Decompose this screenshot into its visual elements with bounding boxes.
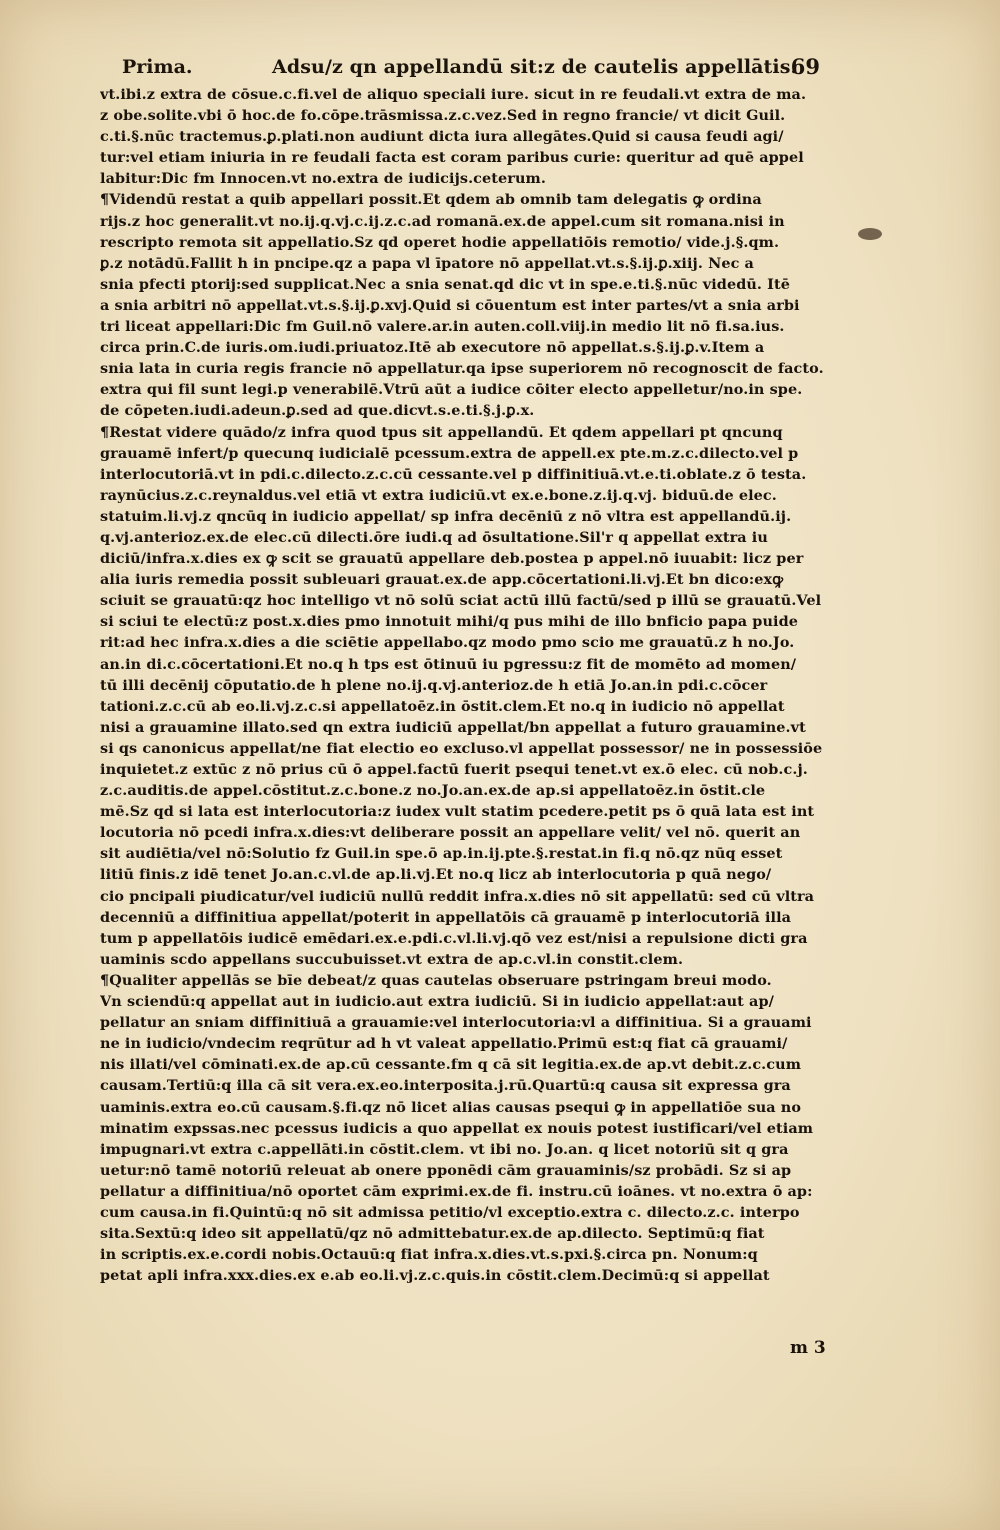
text-line: diciū/infra.x.dies ex ꝙ scit se grauatū appellare deb.postea p appel.nō iuuabit: licz per xyxy=(100,550,804,568)
text-line: petat apli infra.xxx.dies.ex e.ab eo.li.vj.z.c.quis.in cōstit.clem.Decimū:q si appellat xyxy=(100,1267,770,1285)
text-line: interlocutoriā.vt in pdi.c.dilecto.z.c.cū cessante.vel p diffinitiuā.vt.e.ti.oblate.z ō testa. xyxy=(100,465,807,483)
text-line: grauamē infert/p quecunq iudicialē pcessum.extra de appell.ex pte.m.z.c.dilecto.vel p xyxy=(100,444,799,462)
text-line: tri liceat appellari:Dic fm Guil.nō valere.ar.in auten.coll.viij.in medio lit nō fi.sa.ius. xyxy=(100,318,785,336)
text-line: de cōpeten.iudi.adeun.ꝑ.sed ad que.dicvt.s.e.ti.§.j.ꝑ.x. xyxy=(100,402,535,420)
text-line: minatim expssas.nec pcessus iudicis a quo appellat ex nouis potest iustificari/vel etiam xyxy=(100,1119,814,1137)
body-text xyxy=(100,84,852,1286)
text-line: cio pncipali piudicatur/vel iudiciū nullū reddit infra.x.dies nō sit appellatū: sed cū vltra xyxy=(100,887,815,905)
text-line: rescripto remota sit appellatio.Sz qd operet hodie appellatiōis remotio/ vide.j.§.qm. xyxy=(100,233,780,251)
text-line: sita.Sextū:q ideo sit appellatū/qz nō admittebatur.ex.de ap.dilecto. Septimū:q fiat xyxy=(100,1225,765,1243)
text-line: snia pfecti ptorij:sed supplicat.Nec a snia senat.qd dic vt in spe.e.ti.§.nūc videdū. Itē xyxy=(100,275,790,293)
text-line: tationi.z.c.cū ab eo.li.vj.z.c.si appellatoēz.in ōstit.clem.Et no.q in iudicio nō appellat xyxy=(100,697,785,715)
text-line: a snia arbitri nō appellat.vt.s.§.ij.ꝑ.xvj.Quid si cōuentum est inter partes/vt a snia arbi xyxy=(100,296,800,314)
text-line: ¶Restat videre quādo/z infra quod tpus sit appellandū. Et qdem appellari pt qncunq xyxy=(100,423,783,441)
text-line: alia iuris remedia possit subleuari grauat.ex.de app.cōcertationi.li.vj.Et bn dico:exꝙ xyxy=(100,571,784,589)
text-line: causam.Tertiū:q illa cā sit vera.ex.eo.interposita.j.rū.Quartū:q causa sit expressa gra xyxy=(100,1077,791,1095)
text-line: litiū finis.z idē tenet Jo.an.c.vl.de ap.li.vj.Et no.q licz ab interlocutoria p quā nego/ xyxy=(100,866,772,884)
text-line: ¶Videndū restat a quib appellari possit.Et qdem ab omnib tam delegatis ꝙ ordina xyxy=(100,191,762,209)
text-line: statuim.li.vj.z qncūq in iudicio appellat/ sp infra decēniū z nō vltra est appellandū.ij. xyxy=(100,507,792,525)
text-line: tū illi decēnij cōputatio.de h plene no.ij.q.vj.anterioz.de h etiā Jo.an.in pdi.c.cōcer xyxy=(100,676,768,694)
text-line: rit:ad hec infra.x.dies a die sciētie appellabo.qz modo pmo scio me grauatū.z h no.Jo. xyxy=(100,634,795,652)
text-line: pellatur an sniam diffinitiuā a grauamie:vel interlocutoria:vl a diffinitiua. Si a grauami xyxy=(100,1014,812,1032)
text-line: tum p appellatōis iudicē emēdari.ex.e.pdi.c.vl.li.vj.qō vez est/nisi a repulsione dicti gra xyxy=(100,929,808,947)
text-line: vt.ibi.z extra de cōsue.c.fi.vel de aliquo speciali iure. sicut in re feudali.vt extra de ma. xyxy=(100,86,807,103)
text-line: tur:vel etiam iniuria in re feudali facta est coram paribus curie: queritur ad quē appel xyxy=(100,149,804,167)
text-line: mē.Sz qd si lata est interlocutoria:z iudex vult statim pcedere.petit ps ō quā lata est int xyxy=(100,803,815,821)
text-line: decenniū a diffinitiua appellat/poterit in appellatōis cā grauamē p interlocutoriā illa xyxy=(100,908,792,926)
text-line: nis illati/vel cōminati.ex.de ap.cū cessante.fm q cā sit legitia.ex.de ap.vt debit.z.c.cum xyxy=(100,1056,802,1074)
text-line: ne in iudicio/vndecim reqrūtur ad h vt valeat appellatio.Primū est:q fiat cā grauami/ xyxy=(100,1035,788,1053)
text-line: si qs canonicus appellat/ne fiat electio eo excluso.vl appellat possessor/ ne in possessiōe xyxy=(100,739,823,757)
text-line: cum causa.in fi.Quintū:q nō sit admissa petitio/vl exceptio.extra c. dilecto.z.c. interpo xyxy=(100,1203,800,1221)
text-line: impugnari.vt extra c.appellāti.in cōstit.clem. vt ibi no. Jo.an. q licet notoriū sit q gra xyxy=(100,1140,789,1158)
text-line: labitur:Dic fm Innocen.vt no.extra de iudicijs.ceterum. xyxy=(100,170,546,188)
text-line: sciuit se grauatū:qz hoc intelligo vt nō solū sciat actū illū factū/sed p illū se grauatū.Vel xyxy=(100,592,822,610)
text-line: ¶Qualiter appellās se bīe debeat/z quas cautelas obseruare pstringam breui modo. xyxy=(100,971,772,989)
running-title: Adsu/z qn appellandū sit:z de cautelis appellātis. xyxy=(272,56,798,78)
ink-blot-mark xyxy=(858,228,882,240)
text-line: circa prin.C.de iuris.om.iudi.priuatoz.Itē ab executore nō appellat.s.§.ij.ꝑ.v.Item a xyxy=(100,339,765,357)
page-header xyxy=(92,50,832,84)
text-line: inquietet.z extūc z nō prius cū ō appel.factū fuerit psequi tenet.vt ex.ō elec. cū nob.c.j. xyxy=(100,761,808,778)
text-line: c.ti.§.nūc tractemus.ꝑ.plati.non audiunt dicta iura allegātes.Quid si causa feudi agi/ xyxy=(100,128,784,146)
text-line: in scriptis.ex.e.cordi nobis.Octauū:q fiat infra.x.dies.vt.s.pxi.§.circa pn. Nonum:q xyxy=(100,1246,758,1264)
text-line: uaminis.extra eo.cū causam.§.fi.qz nō licet alias causas psequi ꝙ in appellatiōe sua no xyxy=(100,1098,802,1116)
text-line: uetur:nō tamē notoriū releuat ab onere pponēdi cām grauaminis/sz probādi. Sz si ap xyxy=(100,1161,792,1179)
text-line: rijs.z hoc generalit.vt no.ij.q.vj.c.ij.z.c.ad romanā.ex.de appel.cum sit romana.nisi in xyxy=(100,212,785,230)
text-line: z.c.auditis.de appel.cōstitut.z.c.bone.z no.Jo.an.ex.de ap.si appellatoēz.in ōstit.cle xyxy=(100,782,766,800)
signature-mark: m 3 xyxy=(790,1338,826,1358)
text-line: nisi a grauamine illato.sed qn extra iudiciū appellat/bn appellat a futuro grauamine.vt xyxy=(100,718,806,736)
text-line: si sciui te electū:z post.x.dies pmo innotuit mihi/q pus mihi de illo bnficio papa puide xyxy=(100,613,799,631)
text-line: q.vj.anterioz.ex.de elec.cū dilecti.ōre iudi.q ad ōsultatione.Sil'r q appellat extra iu xyxy=(100,528,768,546)
text-line: locutoria nō pcedi infra.x.dies:vt deliberare possit an appellare velit/ vel nō. querit an xyxy=(100,824,801,842)
folio-number: 69 xyxy=(790,54,820,79)
text-line: raynūcius.z.c.reynaldus.vel etiā vt extra iudiciū.vt ex.e.bone.z.ij.q.vj. biduū.de elec. xyxy=(100,486,777,504)
text-line: uaminis scdo appellans succubuisset.vt extra de ap.c.vl.in constit.clem. xyxy=(100,950,684,968)
text-line: Vn sciendū:q appellat aut in iudicio.aut extra iudiciū. Si in iudicio appellat:aut ap/ xyxy=(100,993,774,1011)
header-left-label: Prima. xyxy=(122,56,193,78)
text-line: snia lata in curia regis francie nō appellatur.qa ipse superiorem nō recognoscit de facto. xyxy=(100,360,824,378)
text-line: pellatur a diffinitiua/nō oportet cām exprimi.ex.de fi. instru.cū ioānes. vt no.extra ō ap: xyxy=(100,1182,813,1200)
text-line: ꝑ.z notādū.Fallit h in pncipe.qz a papa vl īpatore nō appellat.vt.s.§.ij.ꝑ.xiij. Nec a xyxy=(100,254,754,272)
text-line: z obe.solite.vbi ō hoc.de fo.cōpe.trāsmissa.z.c.vez.Sed in regno francie/ vt dicit Guil. xyxy=(100,107,786,125)
text-line: an.in di.c.cōcertationi.Et no.q h tps est ōtinuū iu pgressu:z fit de momēto ad momen/ xyxy=(100,655,797,673)
text-line: extra qui fil sunt legi.p venerabilē.Vtrū aūt a iudice cōiter electo appelletur/no.in spe. xyxy=(100,381,803,399)
text-line: sit audiētia/vel nō:Solutio fz Guil.in spe.ō ap.in.ij.pte.§.restat.in fi.q nō.qz nūq esset xyxy=(100,845,783,863)
